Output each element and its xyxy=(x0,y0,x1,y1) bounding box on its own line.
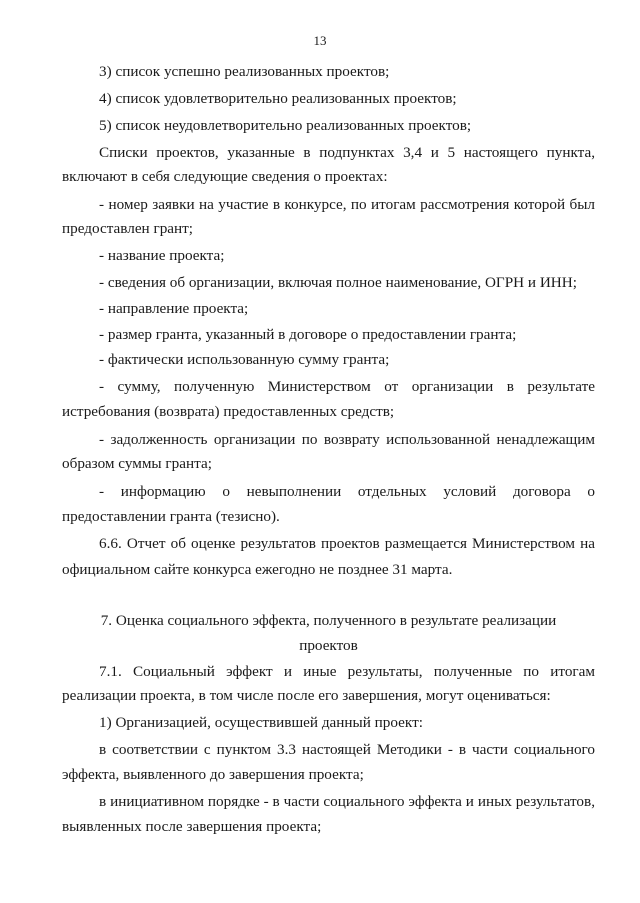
bullet-item-returned-sum: - сумму, полученную Министерством от организации в результате xyxy=(99,378,595,395)
bullet-item-continuation: образом суммы гранта; xyxy=(62,455,212,472)
bullet-item-continuation: истребования (возврата) предоставленных средств; xyxy=(62,403,395,420)
paragraph-line: реализации проекта, в том числе после его завершения, могут оцениваться: xyxy=(62,687,551,704)
list-item-4: 4) список удовлетворительно реализованных проектов; xyxy=(99,90,457,107)
paragraph-line: в соответствии с пунктом 3.3 настоящей Методики - в части социального xyxy=(99,741,595,758)
bullet-item-grant-size: - размер гранта, указанный в договоре о предоставлении гранта; xyxy=(99,326,517,343)
section-heading-7-continuation: проектов xyxy=(299,637,358,654)
bullet-item-application-number: - номер заявки на участие в конкурсе, по итогам рассмотрения которой был xyxy=(99,196,595,213)
bullet-item-used-sum: - фактически использованную сумму гранта; xyxy=(99,351,390,368)
section-heading-7: 7. Оценка социального эффекта, полученного в результате реализации xyxy=(100,612,557,629)
paragraph-line: выявленных после завершения проекта; xyxy=(62,818,322,835)
paragraph-line: эффекта, выявленного до завершения проекта; xyxy=(62,766,364,783)
list-item-5: 5) список неудовлетворительно реализованных проектов; xyxy=(99,117,472,134)
paragraph-6-6: 6.6. Отчет об оценке результатов проектов размещается Министерством на xyxy=(99,535,595,552)
bullet-item-organization-info: - сведения об организации, включая полное наименование, ОГРН и ИНН; xyxy=(99,274,577,291)
bullet-item-project-name: - название проекта; xyxy=(99,247,225,264)
paragraph-line: официальном сайте конкурса ежегодно не позднее 31 марта. xyxy=(62,561,453,578)
paragraph-line: Списки проектов, указанные в подпунктах 3,4 и 5 настоящего пункта, xyxy=(99,144,595,161)
page-number: 13 xyxy=(313,33,327,48)
list-item-organization: 1) Организацией, осуществившей данный проект: xyxy=(99,714,423,731)
paragraph-line: включают в себя следующие сведения о проектах: xyxy=(62,168,388,185)
paragraph-line: в инициативном порядке - в части социального эффекта и иных результатов, xyxy=(99,793,595,810)
bullet-item-debt: - задолженность организации по возврату использованной ненадлежащим xyxy=(99,431,595,448)
bullet-item-continuation: предоставлении гранта (тезисно). xyxy=(62,508,280,525)
bullet-item-project-direction: - направление проекта; xyxy=(99,300,249,317)
list-item-3: 3) список успешно реализованных проектов; xyxy=(99,63,390,80)
bullet-item-nonfulfillment: - информацию о невыполнении отдельных условий договора о xyxy=(99,483,595,500)
paragraph-7-1: 7.1. Социальный эффект и иные результаты, полученные по итогам xyxy=(99,663,595,680)
bullet-item-continuation: предоставлен грант; xyxy=(62,220,194,237)
